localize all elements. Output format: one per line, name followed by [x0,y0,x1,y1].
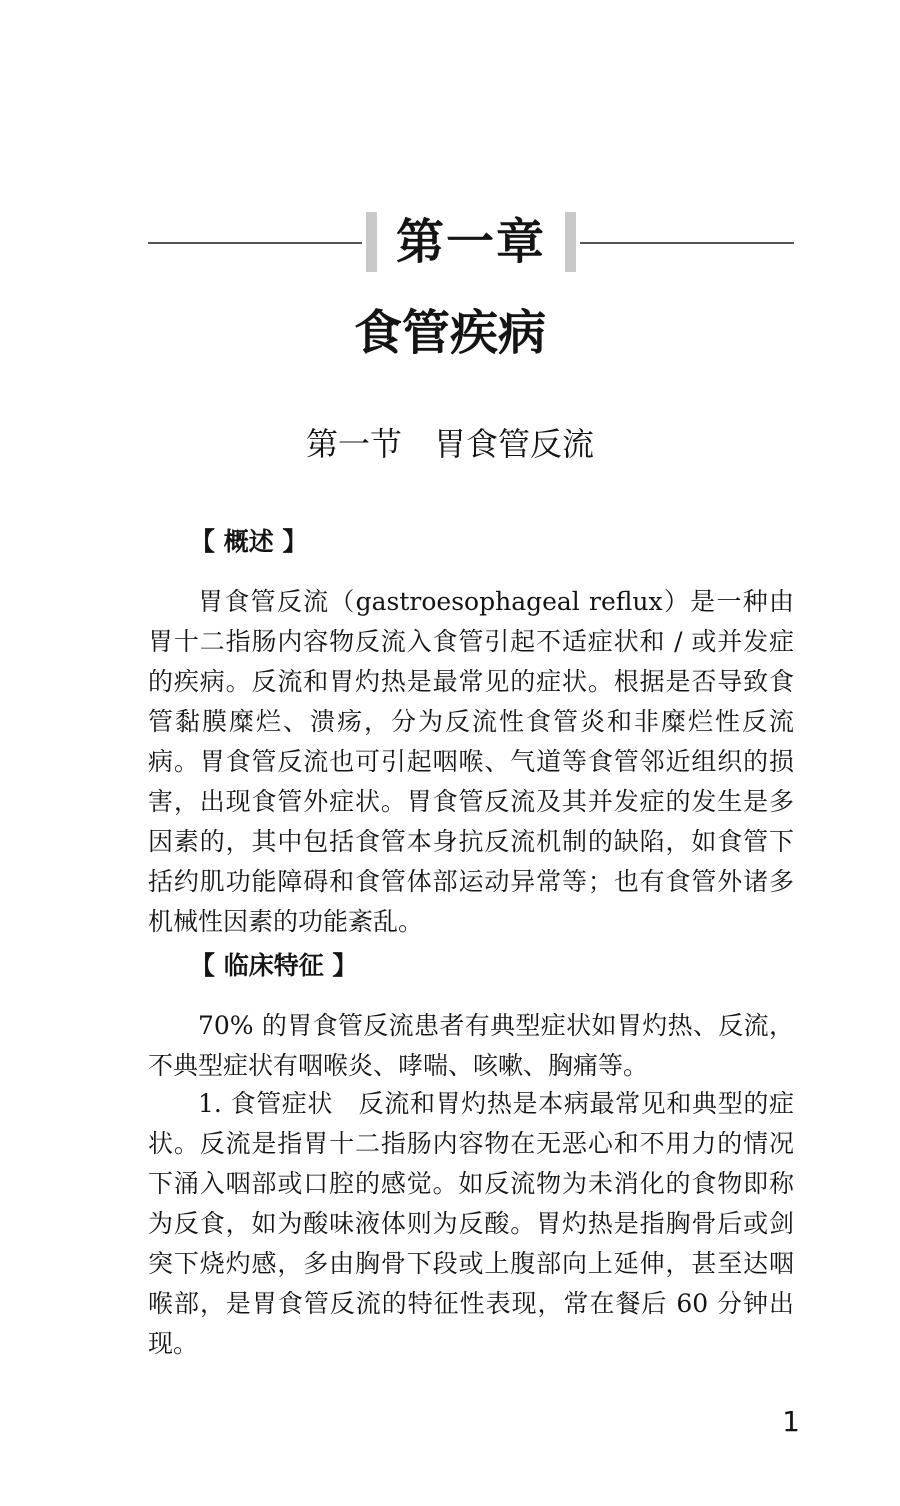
clinical-features-heading: 【 临床特征 】 [190,951,358,980]
overview-paragraph: 胃食管反流（gastroesophageal reflux）是一种由胃十二指肠内容物反流入食管引起不适症状和 / 或并发症的疾病。反流和胃灼热是最常见的症状。根据是否导致食管黏膜糜烂、溃疡，分为反流性食管炎和非糜烂性反流病。胃食管反流也可引起咽喉、气道等食管邻近组织的损害，出现食管外症状。胃食管反流及其并发症的发生是多因素的，其中包括食管本身抗反流机制的缺陷，如食管下括约肌功能障碍和食管体部运动异常等；也有食管外诸多机械性因素的功能紊乱。 [148,587,794,936]
overview-heading: 【 概述 】 [190,527,308,556]
clinical-intro-paragraph: 70% 的胃食管反流患者有典型症状如胃灼热、反流，不典型症状有咽喉炎、哮喘、咳嗽、胸痛等。 [148,1011,794,1080]
chapter-number: 第一章 [395,214,546,270]
page-number: 1 [782,1405,800,1438]
right-rule [580,242,794,244]
section-title: 第一节 胃食管反流 [305,425,594,463]
right-bar [565,212,576,272]
chapter-header [148,212,794,272]
chapter-title: 食管疾病 [353,305,546,361]
esophageal-symptoms-paragraph: 1. 食管症状 反流和胃灼热是本病最常见和典型的症状。反流是指胃十二指肠内容物在无恶心和不用力的情况下涌入咽部或口腔的感觉。如反流物为未消化的食物即称为反食，如为酸味液体则为反酸。胃灼热是指胸骨后或剑突下烧灼感，多由胸骨下段或上腹部向上延伸，甚至达咽喉部，是胃食管反流的特征性表现，常在餐后 60 分钟出现。 [148,1089,794,1358]
